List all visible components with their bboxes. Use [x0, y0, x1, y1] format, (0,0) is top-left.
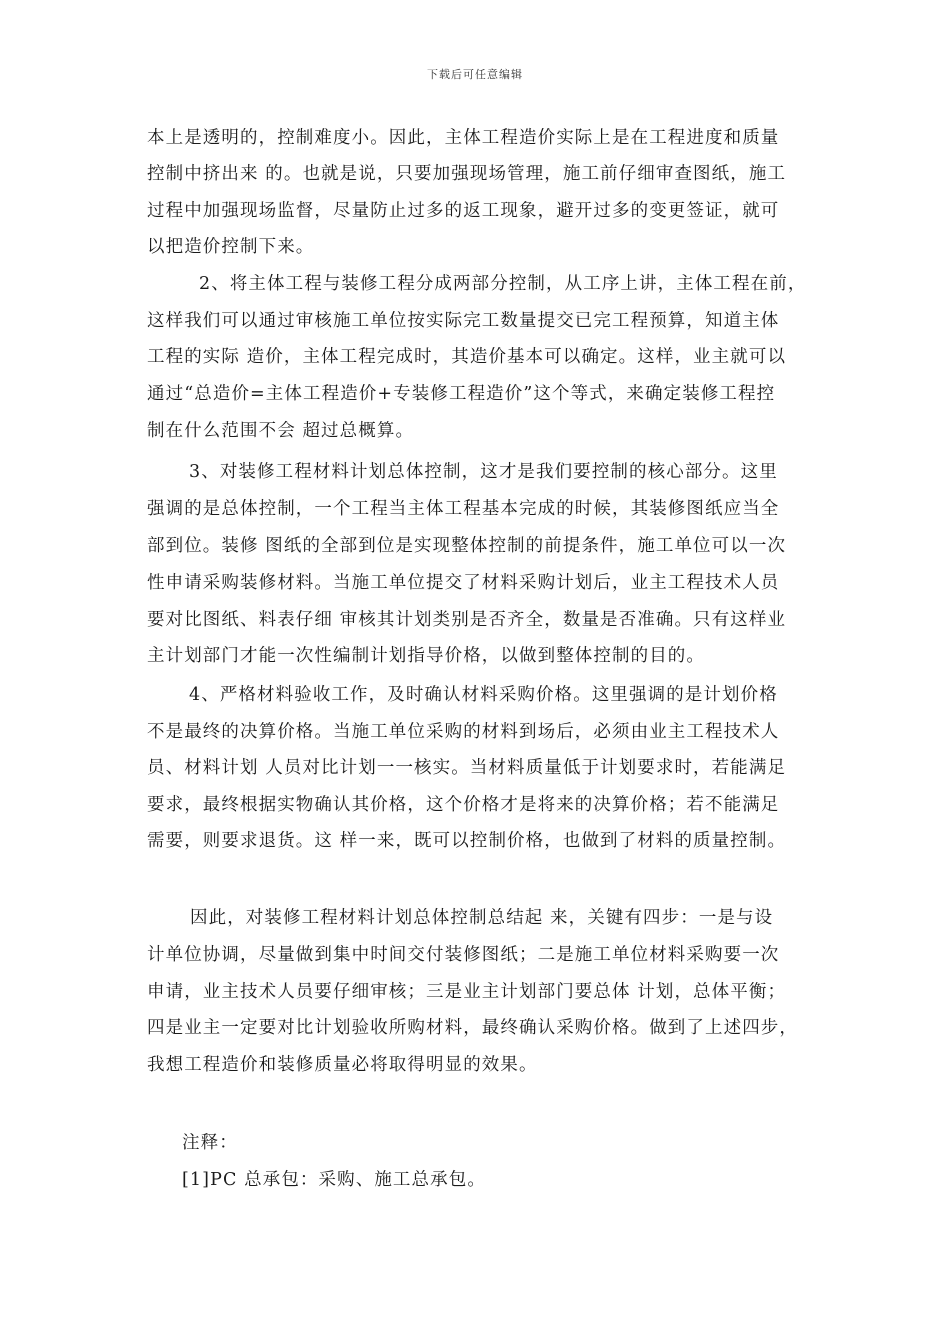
- text-line: 因此，对装修工程材料计划总体控制总结起 来，关键有四步：一是与设: [190, 908, 774, 928]
- text-line: 申请，业主技术人员要仔细审核；三是业主计划部门要总体 计划，总体平衡；: [147, 982, 787, 1002]
- text-line: 本上是透明的，控制难度小。因此，主体工程造价实际上是在工程进度和质量: [147, 128, 780, 148]
- text-line: 需要，则要求退货。这 样一来，既可以控制价格，也做到了材料的质量控制。: [147, 831, 787, 851]
- text-line: 制在什么范围不会 超过总概算。: [147, 421, 415, 441]
- text-line: 2、将主体工程与装修工程分成两部分控制，从工序上讲，主体工程在前，: [199, 274, 807, 294]
- text-line: 以把造价控制下来。: [147, 237, 315, 257]
- text-line: 员、材料计划 人员对比计划一一核实。当材料质量低于计划要求时，若能满足: [147, 758, 787, 778]
- text-line: 计单位协调，尽量做到集中时间交付装修图纸；二是施工单位材料采购要一次: [147, 945, 780, 965]
- text-line: 不是最终的决算价格。当施工单位采购的材料到场后，必须由业主工程技术人: [147, 722, 780, 742]
- text-line: 性申请采购装修材料。当施工单位提交了材料采购计划后，业主工程技术人员: [147, 573, 780, 593]
- text-line: 强调的是总体控制，一个工程当主体工程基本完成的时候，其装修图纸应当全: [147, 499, 780, 519]
- note-item: [1]PC 总承包：采购、施工总承包。: [182, 1170, 486, 1190]
- text-line: 4、严格材料验收工作，及时确认材料采购价格。这里强调的是计划价格: [189, 685, 778, 705]
- text-line: 部到位。装修 图纸的全部到位是实现整体控制的前提条件，施工单位可以一次: [147, 536, 787, 556]
- notes-title: 注释：: [182, 1133, 238, 1153]
- text-line: 过程中加强现场监督，尽量防止过多的返工现象，避开过多的变更签证，就可: [147, 201, 780, 221]
- text-line: 控制中挤出来 的。也就是说，只要加强现场管理，施工前仔细审查图纸，施工: [147, 164, 787, 184]
- text-line: 通过“总造价=主体工程造价+专装修工程造价”这个等式，来确定装修工程控: [147, 384, 776, 404]
- text-line: 要对比图纸、料表仔细 审核其计划类别是否齐全，数量是否准确。只有这样业: [147, 610, 787, 630]
- page-header: 下载后可任意编辑: [427, 68, 523, 81]
- text-line: 四是业主一定要对比计划验收所购材料，最终确认采购价格。做到了上述四步，: [147, 1018, 798, 1038]
- text-line: 要求，最终根据实物确认其价格，这个价格才是将来的决算价格；若不能满足: [147, 795, 780, 815]
- text-line: 我想工程造价和装修质量必将取得明显的效果。: [147, 1055, 538, 1075]
- text-line: 主计划部门才能一次性编制计划指导价格，以做到整体控制的目的。: [147, 646, 705, 666]
- text-line: 3、对装修工程材料计划总体控制，这才是我们要控制的核心部分。这里: [189, 462, 778, 482]
- text-line: 工程的实际 造价，主体工程完成时，其造价基本可以确定。这样，业主就可以: [147, 347, 787, 367]
- text-line: 这样我们可以通过审核施工单位按实际完工数量提交已完工程预算，知道主体: [147, 311, 780, 331]
